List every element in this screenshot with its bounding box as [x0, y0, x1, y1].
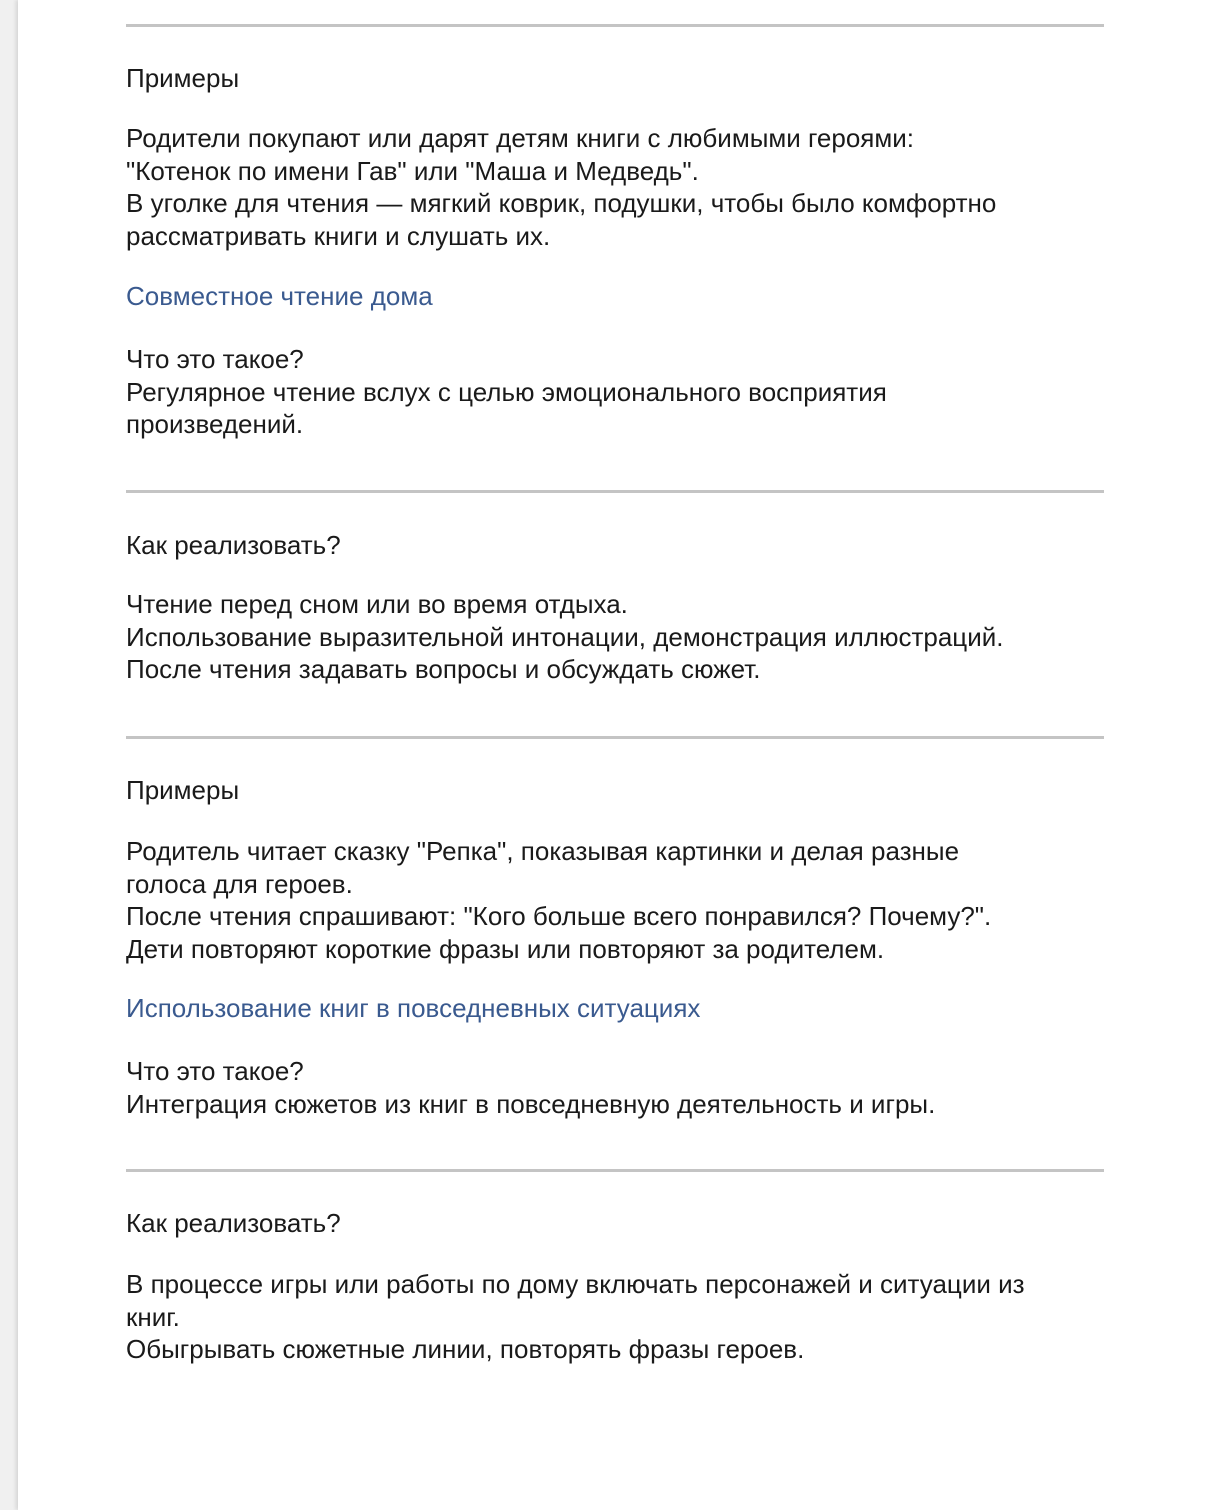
- section-heading-everyday-use: Использование книг в повседневных ситуациях: [126, 993, 701, 1023]
- divider: [126, 490, 1104, 493]
- text-line: "Котенок по имени Гав" или "Маша и Медведь".: [126, 155, 699, 186]
- text-line: В уголке для чтения — мягкий коврик, подушки, чтобы было комфортно: [126, 188, 997, 218]
- text-line: После чтения спрашивают: "Кого больше всего понравился? Почему?".: [126, 901, 992, 931]
- how-to-paragraph: [126, 588, 1116, 686]
- text-line: Обыгрывать сюжетные линии, повторять фразы героев.: [126, 1334, 805, 1364]
- text-line: Интеграция сюжетов из книг в повседневную деятельность и игры.: [126, 1088, 936, 1119]
- definition-paragraph: [126, 1055, 1116, 1120]
- definition-paragraph: [126, 343, 1116, 441]
- text-line: книг.: [126, 1301, 180, 1332]
- examples-paragraph: [126, 122, 1116, 252]
- document-page: [18, 0, 1206, 1510]
- section-heading-joint-reading: Совместное чтение дома: [126, 281, 433, 311]
- text-line: Дети повторяют короткие фразы или повторяют за родителем.: [126, 933, 885, 964]
- divider: [126, 24, 1104, 27]
- text-line: Использование выразительной интонации, демонстрация иллюстраций.: [126, 621, 1004, 652]
- how-to-paragraph: [126, 1268, 1116, 1366]
- text-line: голоса для героев.: [126, 868, 353, 899]
- text-line: Регулярное чтение вслух с целью эмоционального восприятия: [126, 376, 887, 407]
- section-label-examples: Примеры: [126, 775, 240, 805]
- examples-paragraph: [126, 835, 1116, 965]
- text-line: Что это такое?: [126, 1056, 304, 1086]
- text-line: Родители покупают или дарят детям книги с любимыми героями:: [126, 123, 914, 153]
- divider: [126, 1169, 1104, 1172]
- section-label-how-to: Как реализовать?: [126, 530, 341, 560]
- text-line: рассматривать книги и слушать их.: [126, 220, 551, 251]
- text-line: произведений.: [126, 409, 304, 439]
- text-line: Родитель читает сказку "Репка", показывая картинки и делая разные: [126, 836, 960, 866]
- text-line: В процессе игры или работы по дому включать персонажей и ситуации из: [126, 1269, 1025, 1299]
- text-line: Что это такое?: [126, 344, 304, 374]
- section-label-examples: Примеры: [126, 63, 240, 93]
- text-line: Чтение перед сном или во время отдыха.: [126, 589, 628, 619]
- section-label-how-to: Как реализовать?: [126, 1208, 341, 1238]
- text-line: После чтения задавать вопросы и обсуждать сюжет.: [126, 654, 761, 684]
- divider: [126, 736, 1104, 739]
